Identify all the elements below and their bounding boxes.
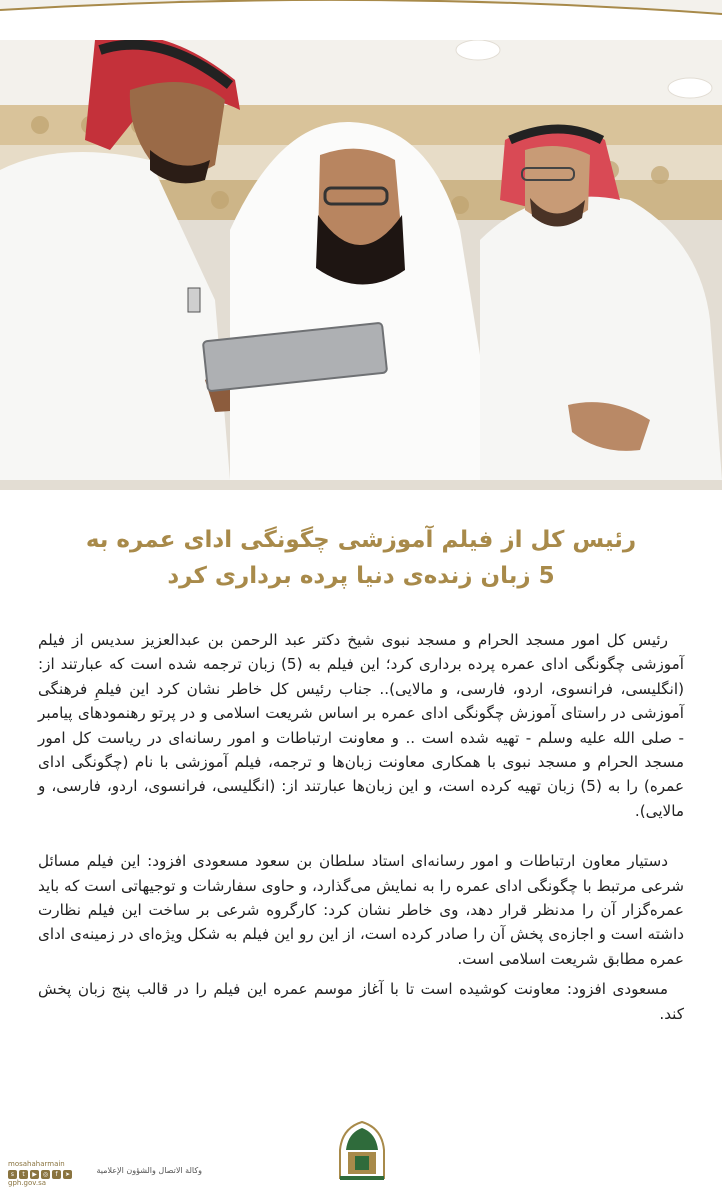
headline bbox=[40, 522, 682, 594]
paragraph-3: مسعودی افزود: معاونت کوشیده است تا با آغاز موسم عمره این فیلم را در قالب پنج زبان پخش کند. bbox=[38, 980, 684, 1023]
instagram-icon[interactable]: ◎ bbox=[42, 1171, 49, 1178]
headline-line-1: رئیس کل از فیلم آموزشی چگونگی ادای عمره به bbox=[85, 527, 637, 553]
telegram-icon[interactable]: ➤ bbox=[64, 1171, 71, 1178]
article-body bbox=[38, 628, 684, 1026]
facebook-icon[interactable]: f bbox=[52, 1170, 61, 1179]
footer-brand bbox=[8, 1160, 208, 1187]
headline-line-2: 5 زبان زنده‌ی دنیا پرده برداری کرد bbox=[167, 563, 555, 589]
youtube-icon[interactable]: ▶ bbox=[30, 1170, 39, 1179]
presidency-logo-icon bbox=[336, 1120, 388, 1182]
brand-agency: وكالة الاتصال والشؤون الإعلامية bbox=[96, 1166, 202, 1175]
photo-illustration bbox=[0, 0, 722, 490]
paragraph-1: رئیس کل امور مسجد الحرام و مسجد نبوی شیخ دکتر عبد الرحمن بن عبدالعزیز سدیس از فیلم آموزشی چگونگی ادای عمره پرده برداری کرد؛ این فیلم به (5) زبان ترجمه شده است که عبارتند از: (انگلیسی، فرانسوی، اردو، فارسی، و مالایی).. جناب رئیس کل خاطر نشان کرد این فیلمِ فرهنگی آموزشی در راستای آموزش چگونگی ادای عمره بر اساس شریعت اسلامی و در پرتو رهنمودهای پیامبر - صلی الله علیه وسلم - تهیه شده است .. و معاونت ارتباطات و امور رسانه‌ای در ریاست کل امور مسجد الحرام و مسجد نبوی با همکاری معاونت زبان‌ها و ترجمه، فیلم آموزشی با نام (چگونگی ادای عمره) را به (5) زبان تهیه کرده است، و این زبان‌ها عبارتند از: (انگلیسی، فرانسوی، اردو، فارسی، و مالایی). bbox=[38, 631, 685, 820]
brand-site: gph.gov.sa bbox=[8, 1179, 47, 1187]
gold-wave-divider bbox=[0, 0, 722, 40]
header-photo bbox=[0, 0, 722, 490]
paragraph-2: دستیار معاون ارتباطات و امور رسانه‌ای استاد سلطان بن سعود مسعودی افزود: این فیلم مسائل شرعی مرتبط با چگونگی ادای عمره را به نمایش می‌گذارد، و حاوی سفارشات و توجیهاتی است که باید عمره‌گزار آن را مدنظر قرار دهد، وی خاطر نشان کرد: کارگروه شرعی بر ساخت این فیلم نظارت داشته است و اجازه‌ی پخش آن را صادر کرده است، از این رو این فیلم به شکل ویژه‌ای در زمینه‌ی ادای عمره مطابق شریعت اسلامی است. bbox=[38, 852, 684, 968]
brand-handle: mosahaharmain bbox=[8, 1160, 65, 1168]
twitter-icon[interactable]: t bbox=[19, 1170, 28, 1179]
snapchat-icon[interactable]: s bbox=[8, 1170, 17, 1179]
